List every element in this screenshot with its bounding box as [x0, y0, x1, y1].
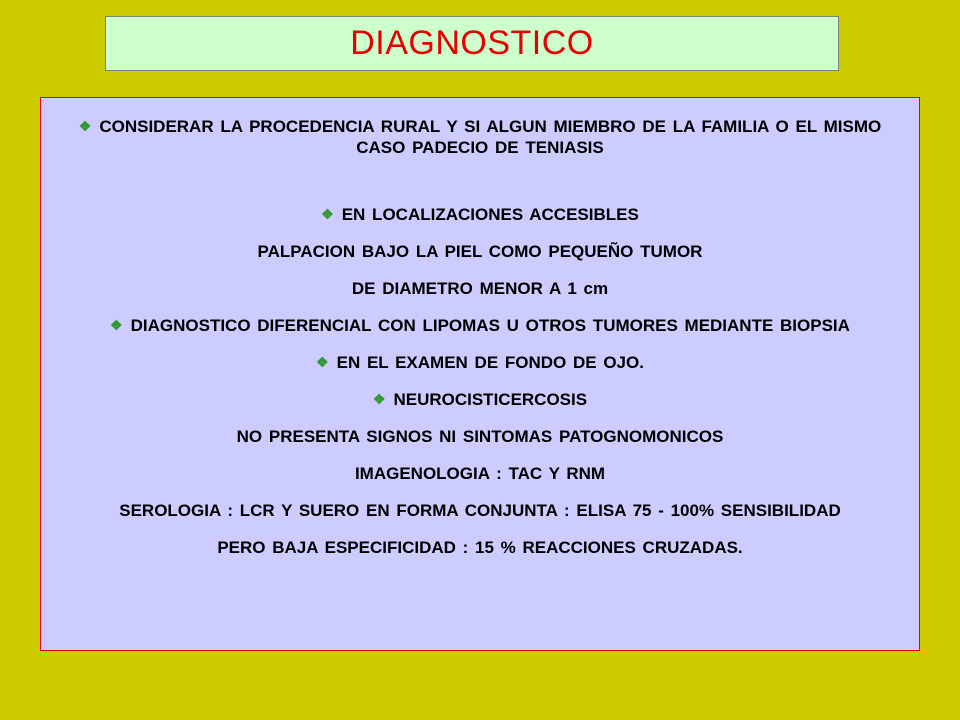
content-line — [59, 352, 901, 373]
line-text: NEUROCISTICERCOSIS — [393, 390, 588, 409]
line-text: PALPACION BAJO LA PIEL COMO PEQUEÑO TUMOR — [257, 242, 703, 261]
content-line — [59, 116, 901, 158]
diamond-bullet-icon: ❖ — [321, 206, 334, 222]
slide-title: DIAGNOSTICO — [350, 24, 594, 62]
line-text: NO PRESENTA SIGNOS NI SINTOMAS PATOGNOMONICOS — [236, 427, 724, 446]
line-text: PERO BAJA ESPECIFICIDAD : 15 % REACCIONES CRUZADAS. — [217, 538, 743, 557]
line-text: EN EL EXAMEN DE FONDO DE OJO. — [336, 353, 644, 372]
line-text: DE DIAMETRO MENOR A 1 cm — [351, 279, 609, 298]
content-line — [59, 500, 901, 521]
diamond-bullet-icon: ❖ — [372, 391, 386, 407]
title-box — [105, 16, 839, 71]
line-text: CONSIDERAR LA PROCEDENCIA RURAL Y SI ALGUN MIEMBRO DE LA FAMILIA O EL MISMO CASO PADECIO DE TENIASIS — [99, 117, 882, 157]
diamond-bullet-icon: ❖ — [316, 354, 329, 370]
content-line — [59, 537, 901, 558]
line-text: IMAGENOLOGIA : TAC Y RNM — [354, 464, 606, 483]
content-line — [59, 315, 901, 336]
line-text: EN LOCALIZACIONES ACCESIBLES — [341, 205, 639, 224]
content-line — [59, 278, 901, 299]
line-text: DIAGNOSTICO DIFERENCIAL CON LIPOMAS U OTROS TUMORES MEDIANTE BIOPSIA — [130, 316, 850, 335]
line-text: SEROLOGIA : LCR Y SUERO EN FORMA CONJUNTA : ELISA 75 - 100% SENSIBILIDAD — [119, 501, 841, 520]
content-box — [40, 97, 920, 651]
diamond-bullet-icon: ❖ — [110, 317, 123, 333]
diamond-bullet-icon: ❖ — [78, 118, 92, 134]
content-line — [59, 389, 901, 410]
content-line — [59, 241, 901, 262]
content-line — [59, 463, 901, 484]
content-line — [59, 204, 901, 225]
content-line — [59, 426, 901, 447]
